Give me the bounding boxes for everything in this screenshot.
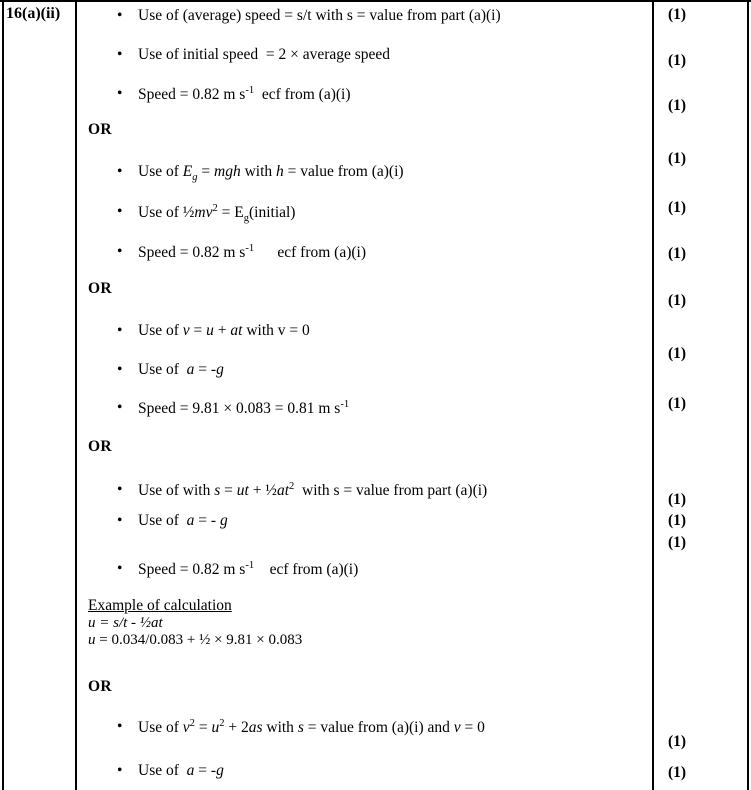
table-border-top <box>0 0 751 2</box>
answer-point <box>117 84 640 105</box>
answer-point <box>117 360 640 379</box>
answer-text: Use of $\frac{1}{2}mv^2$ = $E_g(initial)$ <box>138 203 296 225</box>
answer-point <box>117 6 640 25</box>
bullet-icon: • <box>117 203 123 220</box>
bullet-icon: • <box>117 361 123 378</box>
answer-point <box>117 559 640 580</box>
table-border-right <box>747 0 749 790</box>
mark-badge: (1) <box>668 764 687 781</box>
example-heading: Example of calculation <box>88 597 232 614</box>
answer-text: Use of (average) speed = s/t with s = value from part (a)(i) <box>138 7 501 24</box>
answer-text: Speed = 0.82 m $s^{-1}$ ecf from (a)(i) <box>138 560 359 579</box>
mark-badge: (1) <box>668 345 687 362</box>
answer-text: Use of $E_g$ = mgh with h = value from (a)(i) <box>138 163 404 184</box>
mark-badge: (1) <box>668 52 687 69</box>
answer-text: Use of a = -g <box>138 361 224 378</box>
mark-badge: (1) <box>668 733 687 750</box>
answer-point <box>117 761 640 780</box>
answer-text: Use of a = - g <box>138 512 228 529</box>
answer-point <box>117 162 640 184</box>
mark-badge: (1) <box>668 512 687 529</box>
answer-text: Use of v = u + at with v = 0 <box>138 322 310 339</box>
bullet-icon: • <box>117 85 123 102</box>
answer-point <box>117 45 640 64</box>
table-border-left <box>2 0 4 790</box>
mark-badge: (1) <box>668 199 687 216</box>
mark-badge: (1) <box>668 6 687 23</box>
bullet-icon: • <box>117 243 123 260</box>
mark-badge: (1) <box>668 534 687 551</box>
bullet-icon: • <box>117 560 123 577</box>
or-separator: OR <box>88 678 112 695</box>
bullet-icon: • <box>117 322 123 339</box>
or-separator: OR <box>88 121 112 138</box>
mark-badge: (1) <box>668 395 687 412</box>
bullet-icon: • <box>117 512 123 529</box>
answer-text: Speed = 0.82 m $s^{-1}$ ecf from (a)(i) <box>138 85 351 104</box>
bullet-icon: • <box>117 399 123 416</box>
answer-text: Use of initial speed = 2 × average speed <box>138 46 391 63</box>
answer-point <box>117 717 640 738</box>
bullet-icon: • <box>117 46 123 63</box>
bullet-icon: • <box>117 762 123 779</box>
mark-badge: (1) <box>668 150 687 167</box>
calculation-line: u = 0.034/0.083 + ½ × 9.81 × 0.083 <box>88 632 303 648</box>
mark-column-divider <box>652 0 654 790</box>
answer-point <box>117 398 640 419</box>
mark-badge: (1) <box>668 292 687 309</box>
question-column-divider <box>75 0 77 790</box>
answer-point <box>117 242 640 263</box>
question-number: 16(a)(ii) <box>6 5 61 22</box>
answer-text: Speed = 0.82 m $s^{-1}$ ecf from (a)(i) <box>138 243 367 262</box>
mark-badge: (1) <box>668 245 687 262</box>
mark-badge: (1) <box>668 491 687 508</box>
or-separator: OR <box>88 438 112 455</box>
answer-text: Use of a = -g <box>138 762 224 779</box>
answer-text: Use of $v^2 = u^2 + 2as$ with s = value from (a)(i) and v = 0 <box>138 718 485 737</box>
mark-badge: (1) <box>668 97 687 114</box>
bullet-icon: • <box>117 163 123 180</box>
bullet-icon: • <box>117 7 123 24</box>
or-separator: OR <box>88 280 112 297</box>
bullet-icon: • <box>117 718 123 735</box>
answer-point <box>117 480 640 501</box>
answer-point <box>117 321 640 340</box>
answer-text: Speed = 9.81 × 0.083 = 0.81 m $s^{-1}$ <box>138 399 350 418</box>
bullet-icon: • <box>117 481 123 498</box>
calculation-line: u = s/t - ½at <box>88 615 163 631</box>
answer-point <box>117 511 640 530</box>
answer-text: Use of with s = ut + $\frac{1}{2}at^2$ with s = value from part (a)(i) <box>138 481 488 500</box>
answer-point <box>117 202 640 225</box>
